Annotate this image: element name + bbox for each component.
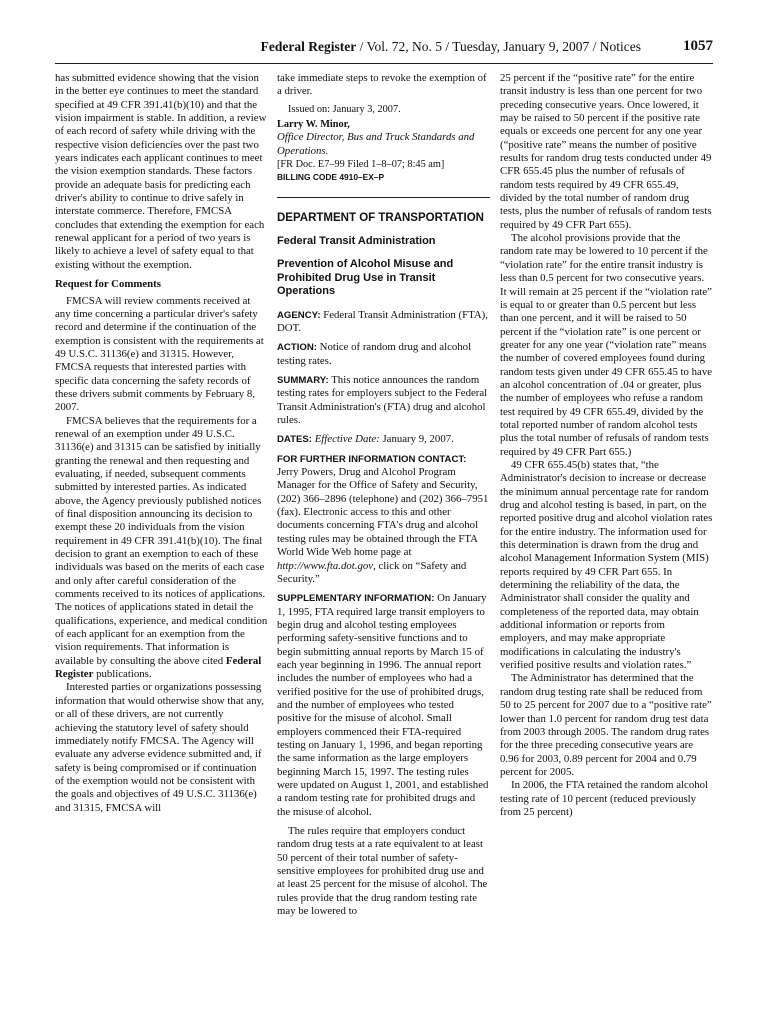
section-divider [277,197,490,198]
field-label: SUMMARY: [277,375,329,387]
section-heading: Request for Comments [55,278,161,291]
paragraph: 49 CFR 655.45(b) states that, “the Administrator's decision to increase or decrease the minimum annual percentage rate for random drug and alcohol testing is based, in part, on the reported positive drug and alcohol violation rates for the entire industry. The information used for this determination is drawn from the drug and alcohol Management Information System (MIS) reports required by 49 CFR Part 655. In determining the reliability of the data, the Administrator shall consider the quality and completeness of the reported data, may obtain additional information or reports from employers, and may make appropriate modifications in calculating the industry's verified positive results and violation rates.” [500,458,713,672]
field-sublabel: Effective Date: [312,433,380,446]
field-value: January 9, 2007. [379,433,454,446]
summary-field [277,374,490,427]
column-2 [277,72,490,918]
field-value: Federal Transit Administration (FTA), DOT. [277,308,488,334]
header-rule [55,63,713,64]
field-label: FOR FURTHER INFORMATION CONTACT: [277,453,467,465]
agency-field [277,309,490,336]
paragraph: The rules require that employers conduct random drug tests at a rate equivalent to at least 50 percent of their total number of safety-sensitive employees for prohibited drug use and at least 25 percent for the misuse of alcohol. The rules provide that the drug random testing rate may be lowered to [277,825,488,918]
publication-name: Federal Register [55,654,262,681]
paragraph: The Administrator has determined that the random drug testing rate shall be reduced from 50 to 25 percent for 2007 due to a “positive rate” lower than 1.0 percent for random drug test data from 2003 through 2005. The random drug rates for the three preceding consecutive years are 0.96 for 2003, 0.89 percent for 2004 and 0.79 percent for 2005. [500,672,712,778]
paragraph: Interested parties or organizations possessing information that would otherwise show that any, or all of these drivers, are not currently achieving the statutory level of safety should immediately notify FMCSA. The Agency will evaluate any adverse evidence submitted and, if safety is being compromised or if continuation of the exemption would not be consistent with the goals and objectives of 49 U.S.C. 31136(e) and 31315, FMCSA will [55,681,264,814]
column-3 [500,72,713,819]
signer-name: Larry W. Minor, [277,119,350,131]
fr-doc-line: [FR Doc. E7–99 Filed 1–8–07; 8:45 am] [277,159,445,171]
issued-date: Issued on: January 3, 2007. [288,103,401,115]
page-header [55,38,713,62]
billing-code: BILLING CODE 4910–EX–P [277,172,385,183]
subject-heading: Prevention of Alcohol Misuse and Prohibited Drug Use in Transit Operations [277,258,454,298]
paragraph-text: FMCSA believes that the requirements for a renewal of an exemption under 49 U.S.C. 31136(e) and 31315 can be satisfied by initially granting the renewal and then requesting and evaluating, if needed, subsequent comments submitted by interested parties. As indicated above, the Agency previously published notices of final disposition announcing its decision to exempt these 20 individuals from the vision requirement in 49 CFR 391.41(b)(10). The final decision to grant an exemption to each of these individuals was based on the merits of each case and only after careful consideration of the comments received to its notices of applications. The notices of applications stated in detail the qualifications, experience, and medical condition of each applicant for an exemption from the vision requirements. That information is available by consulting the above cited [55,414,268,667]
field-value: Jerry Powers, Drug and Alcohol Program Manager for the Office of Safety and Security, (202) 366–2896 (telephone) and (202) 366–7951 (fax). Electronic access to this and other documents concerning FTA's drug and alcohol testing rules may be obtained through the FTA World Wide Web home page at [277,466,489,559]
fta-link[interactable]: http://www.fta.dot.gov [277,559,374,572]
field-value: On January 1, 1995, FTA required large transit employers to begin drug and alcohol testing employees performing safety-sensitive functions and to begin submitting annual reports by March 15 of each year beginning in 1996. The annual report includes the number of employees who had a verified positive for the use of prohibited drugs, and the number of employees who tested positive for the misuse of alcohol. Small employers commenced their FTA-required testing on January 1, 1996, and began reporting the same information as the large employers beginning March 15, 1997. The testing rules were updated on August 1, 2001, and established a random testing rate for prohibited drugs and the misuse of alcohol. [277,592,489,818]
paragraph: 25 percent if the “positive rate” for the entire transit industry is less than one percent for two preceding consecutive years. Once lowered, it may be raised to 50 percent if the positive rate equals or exceeds one percent for any one year (“positive rate” means the number of positive results for random drug tests conducted under 49 CFR 655.45 plus the number of refusals of random tests required by 49 CFR 655.49, divided by the total number of random drug tests, plus the number of refusals of random tests required by 49 CFR Part 655). [500,72,712,231]
field-label: AGENCY: [277,309,321,321]
agency-heading: Federal Transit Administration [277,235,436,248]
paragraph-text: publications. [93,668,152,681]
paragraph [55,415,268,682]
paragraph: take immediate steps to revoke the exemption of a driver. [277,72,487,98]
field-label: DATES: [277,434,312,446]
paragraph: In 2006, the FTA retained the random alcohol testing rate of 10 percent (reduced previously from 25 percent) [500,779,709,818]
field-label: SUPPLEMENTARY INFORMATION: [277,593,435,605]
column-1 [55,72,268,815]
issue-citation: / Vol. 72, No. 5 / Tuesday, January 9, 2007 / Notices [356,39,641,54]
journal-name: Federal Register [260,39,357,54]
field-label: ACTION: [277,342,317,354]
contact-field [277,453,490,586]
field-value: Notice of random drug and alcohol testing rates. [277,341,472,367]
running-head [261,39,641,55]
paragraph: The alcohol provisions provide that the random rate may be lowered to 10 percent if the “violation rate” for the entire transit industry is less than 0.5 percent for two consecutive years. It will remain at 25 percent if the “violation rate” is equal to or greater than 0.5 percent but less than one percent, and it will be raised to 50 percent if the “violation rate” is one percent or greater for any one year (“violation rate” means the number of covered employees found during random tests given under 49 CFR 655.45 to have an alcohol concentration of .04 or greater, plus the number of employees who refuse a random test required by 49 CFR 655.49, divided by the total reported number of random alcohol tests plus the total number of refusals of random tests required by 49 CFR Part 655.) [500,232,713,458]
action-field [277,341,490,368]
field-value: , click on “Safety and Security.” [277,559,467,585]
department-heading: DEPARTMENT OF TRANSPORTATION [277,211,484,224]
signer-title: Office Director, Bus and Truck Standards and Operations. [277,131,475,157]
page-number: 1057 [683,38,713,54]
paragraph: has submitted evidence showing that the vision in the better eye continues to meet the standard specified at 49 CFR 391.41(b)(10) and that the vision impairment is stable. In addition, a review of each record of safety while driving with the respective vision deficiencies over the past two years indicates each applicant continues to meet the vision exemption standards. These factors provide an adequate basis for predicting each driver's ability to continue to drive safely in interstate commerce. Therefore, FMCSA concludes that extending the exemption for each renewal applicant for a period of two years is likely to achieve a level of safety equal to that existing without the exemption. [55,72,267,271]
dates-field [277,433,490,446]
field-value: This notice announces the random testing rates for employers subject to the Federal Transit Administration's (FTA) drug and alcohol rules. [277,374,488,427]
supplementary-field [277,592,490,819]
paragraph: FMCSA will review comments received at any time concerning a particular driver's safety record and determine if the continuation of the exemption is consistent with the requirements at 49 U.S.C. 31136(e) and 31315. However, FMCSA requests that interested parties with specific data concerning the safety records of these drivers submit comments by February 8, 2007. [55,294,264,414]
